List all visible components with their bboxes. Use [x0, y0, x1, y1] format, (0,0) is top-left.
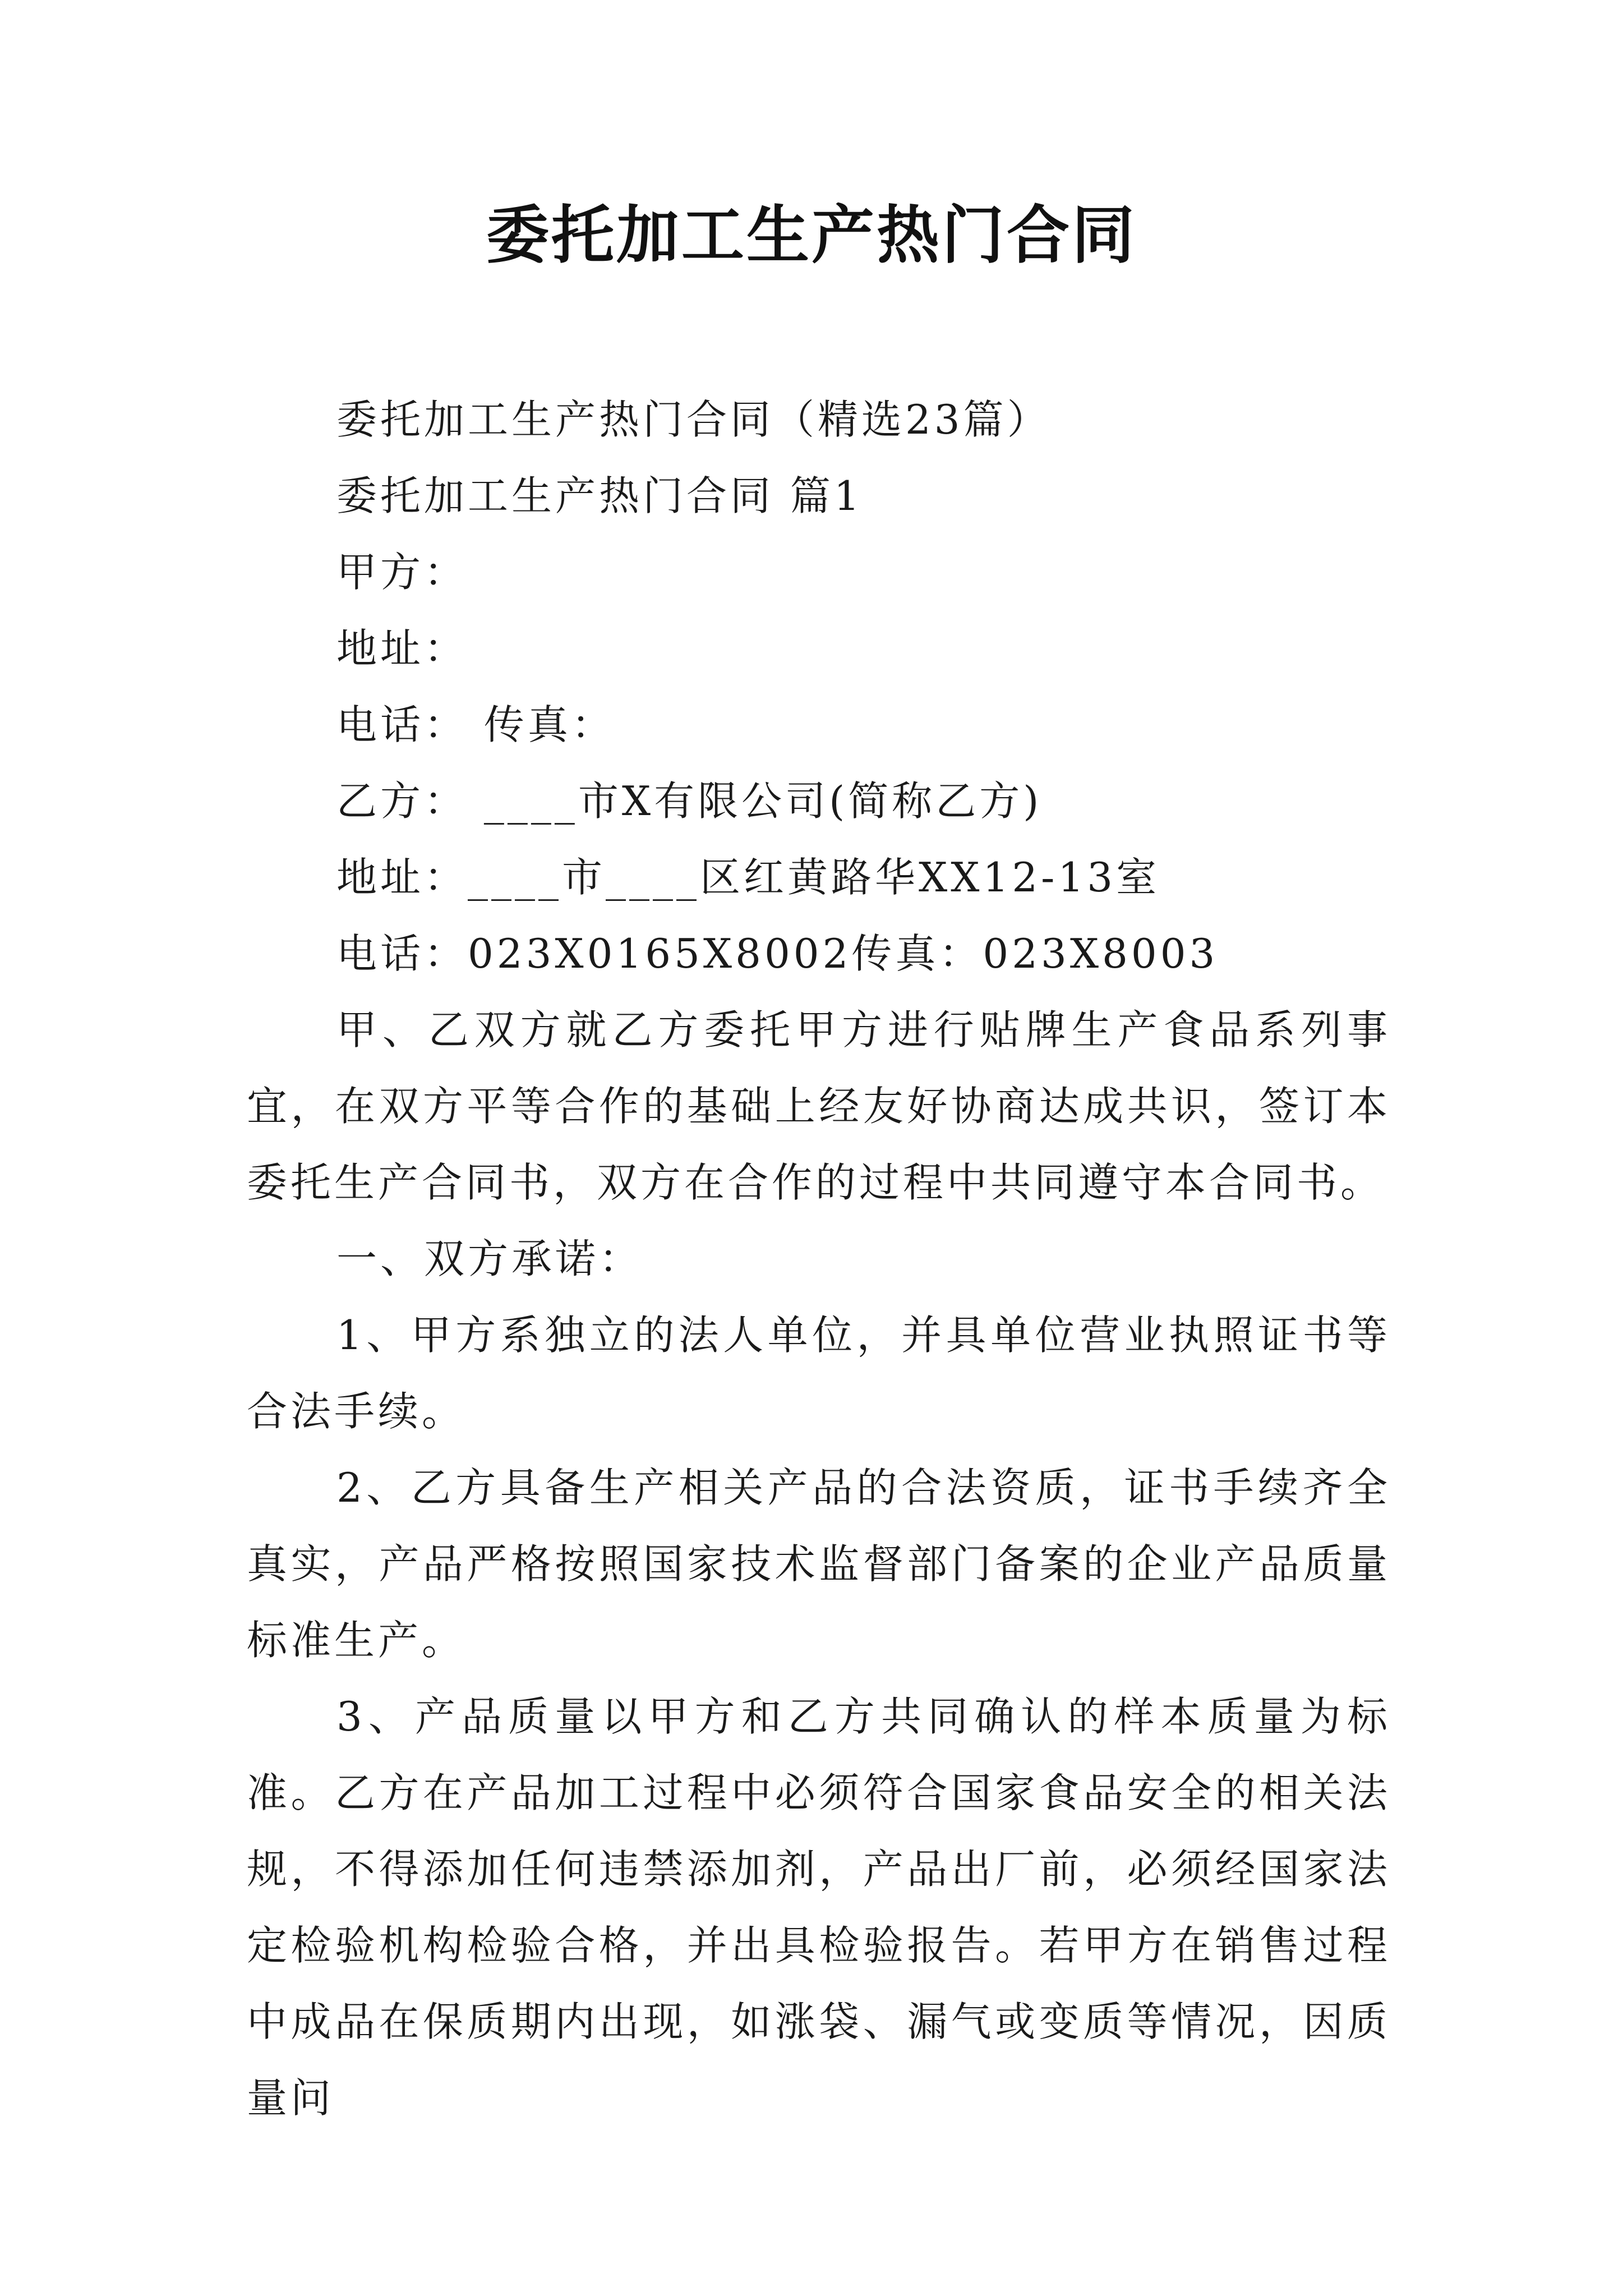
paragraph-party-a: 甲方：	[336, 549, 468, 596]
paragraph-clause-2: 2、乙方具备生产相关产品的合法资质，证书手续齐全真实，产品严格按照国家技术监督部门备案的企业产品质量标准生产。	[247, 1464, 1391, 1664]
paragraph-clause-heading: 一、双方承诺：	[336, 1235, 643, 1282]
paragraph-party-a-phone-fax: 电话： 传真：	[336, 701, 615, 748]
paragraph-party-b: 乙方： ____市X有限公司(简称乙方)	[336, 777, 1043, 825]
paragraph-clause-1: 1、甲方系独立的法人单位，并具单位营业执照证书等合法手续。	[247, 1312, 1391, 1435]
paragraph-subtitle: 委托加工生产热门合同（精选23篇）	[336, 396, 1051, 443]
document-body	[247, 381, 1391, 2136]
document-title: 委托加工生产热门合同	[486, 199, 1137, 272]
paragraph-preamble: 甲、乙双方就乙方委托甲方进行贴牌生产食品系列事宜，在双方平等合作的基础上经友好协商达成共识，签订本委托生产合同书，双方在合作的过程中共同遵守本合同书。	[247, 1006, 1391, 1206]
paragraph-party-b-address: 地址：____市____区红黄路华XX12-13室	[336, 854, 1160, 901]
paragraph-party-a-address: 地址：	[336, 625, 468, 672]
paragraph-section-heading: 委托加工生产热门合同 篇1	[336, 472, 863, 519]
paragraph-party-b-phone-fax: 电话：023X0165X8002传真：023X8003	[336, 930, 1219, 977]
paragraph-clause-3: 3、产品质量以甲方和乙方共同确认的样本质量为标准。乙方在产品加工过程中必须符合国家食品安全的相关法规，不得添加任何违禁添加剂，产品出厂前，必须经国家法定检验机构检验合格，并出具检验报告。若甲方在销售过程中成品在保质期内出现，如涨袋、漏气或变质等情况，因质量问	[247, 1693, 1391, 2122]
